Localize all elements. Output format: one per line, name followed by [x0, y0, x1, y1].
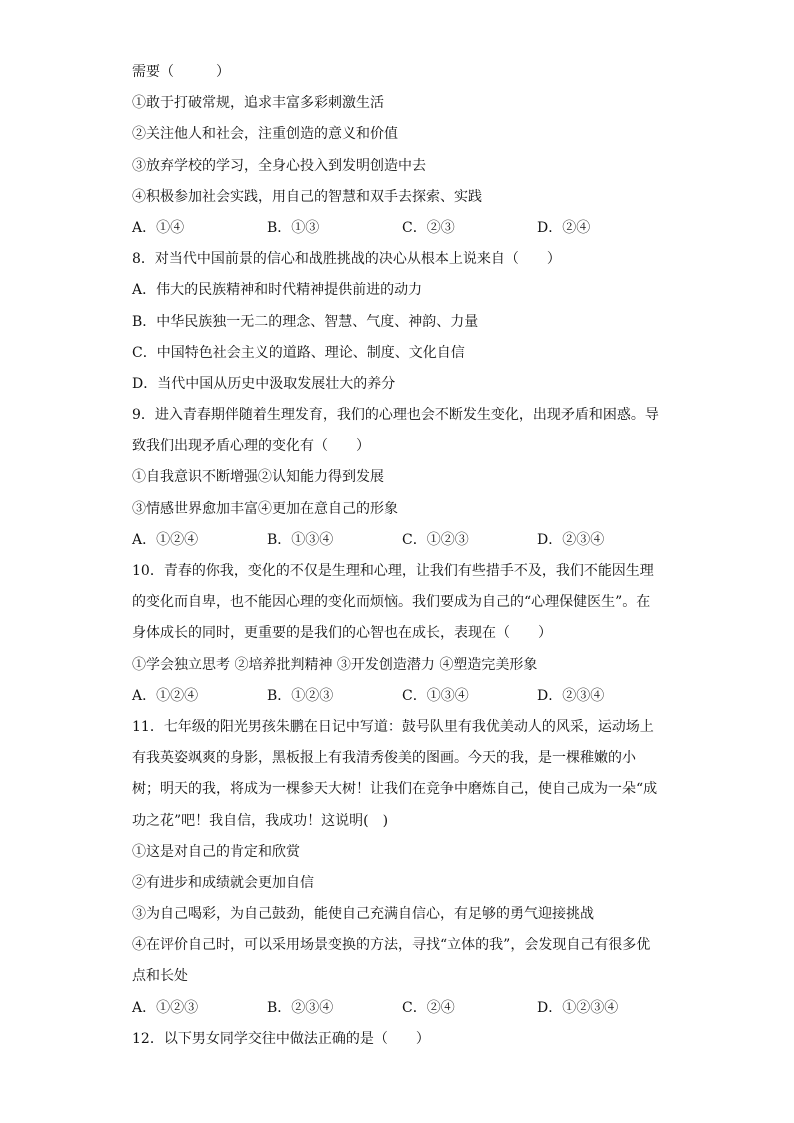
text-line: D．当代中国从历史中汲取发展壮大的养分 — [132, 375, 396, 392]
answer-options — [132, 218, 672, 238]
answer-option: A．①②④ — [132, 687, 199, 704]
text-line: ①这是对自己的肯定和欣赏 — [132, 843, 300, 860]
question-content — [132, 62, 672, 1060]
answer-option: B．①③ — [267, 219, 320, 236]
text-line: 功之花”吧！我自信，我成功！这说明( ) — [132, 812, 389, 829]
answer-option: B．①②③ — [267, 687, 334, 704]
text-line: ④在评价自己时，可以采用场景变换的方法，寻找“立体的我”，会发现自己有很多优 — [132, 937, 651, 954]
text-line: ②有进步和成绩就会更加自信 — [132, 874, 314, 891]
text-line: 需要（ ） — [132, 64, 230, 80]
text-line: 的变化而自卑，也不能因心理的变化而烦恼。我们要成为自己的“心理保健医生”。在 — [132, 594, 651, 611]
text-line: 11．七年级的阳光男孩朱鹏在日记中写道：鼓号队里有我优美动人的风采，运动场上 — [132, 718, 654, 735]
text-line: ①学会独立思考 ②培养批判精神 ③开发创造潜力 ④塑造完美形象 — [132, 656, 538, 673]
text-line: 10．青春的你我，变化的不仅是生理和心理，让我们有些措手不及，我们不能因生理 — [132, 563, 654, 579]
answer-options — [132, 530, 672, 550]
answer-option: D．②③④ — [537, 687, 605, 704]
text-line: ③情感世界愈加丰富④更加在意自己的形象 — [132, 500, 398, 517]
text-line: 树；明天的我，将成为一棵参天大树！让我们在竞争中磨炼自己，使自己成为一朵“成 — [132, 781, 658, 798]
answer-option: D．②③④ — [537, 531, 605, 548]
text-line: ①敢于打破常规，追求丰富多彩刺激生活 — [132, 95, 384, 112]
answer-option: C．②③ — [402, 219, 455, 236]
answer-options — [132, 998, 672, 1018]
text-line: B．中华民族独一无二的理念、智慧、气度、神韵、力量 — [132, 313, 479, 330]
text-line: A．伟大的民族精神和时代精神提供前进的动力 — [132, 282, 423, 299]
text-line: ①自我意识不断增强②认知能力得到发展 — [132, 469, 384, 486]
answer-option: C．②④ — [402, 999, 455, 1016]
text-line: 8．对当代中国前景的信心和战胜挑战的决心从根本上说来自（ ） — [132, 251, 561, 268]
answer-option: B．①③④ — [267, 531, 334, 548]
text-line: ④积极参加社会实践，用自己的智慧和双手去探索、实践 — [132, 188, 482, 205]
answer-option: C．①③④ — [402, 687, 469, 704]
answer-option: C．①②③ — [402, 531, 469, 548]
answer-option: A．①④ — [132, 219, 185, 236]
text-line: ②关注他人和社会，注重创造的意义和价值 — [132, 126, 398, 143]
text-line: ③放弃学校的学习，全身心投入到发明创造中去 — [132, 157, 426, 174]
answer-option: D．②④ — [537, 219, 591, 236]
text-line: 12．以下男女同学交往中做法正确的是（ ） — [132, 1030, 430, 1047]
answer-options — [132, 686, 672, 706]
answer-option: A．①②③ — [132, 999, 199, 1016]
text-line: 身体成长的同时，更重要的是我们的心智也在成长，表现在（ ） — [132, 625, 552, 642]
text-line: C．中国特色社会主义的道路、理论、制度、文化自信 — [132, 344, 465, 361]
answer-option: D．①②③④ — [537, 999, 619, 1016]
answer-option: A．①②④ — [132, 531, 199, 548]
text-line: 致我们出现矛盾心理的变化有（ ） — [132, 438, 370, 455]
answer-option: B．②③④ — [267, 999, 334, 1016]
text-line: 9．进入青春期伴随着生理发育，我们的心理也会不断发生变化，出现矛盾和困惑。导 — [132, 407, 659, 424]
text-line: 有我英姿飒爽的身影，黑板报上有我清秀俊美的图画。今天的我，是一棵稚嫩的小 — [132, 750, 636, 767]
text-line: 点和长处 — [132, 968, 188, 985]
text-line: ③为自己喝彩，为自己鼓劲，能使自己充满自信心，有足够的勇气迎接挑战 — [132, 906, 594, 923]
